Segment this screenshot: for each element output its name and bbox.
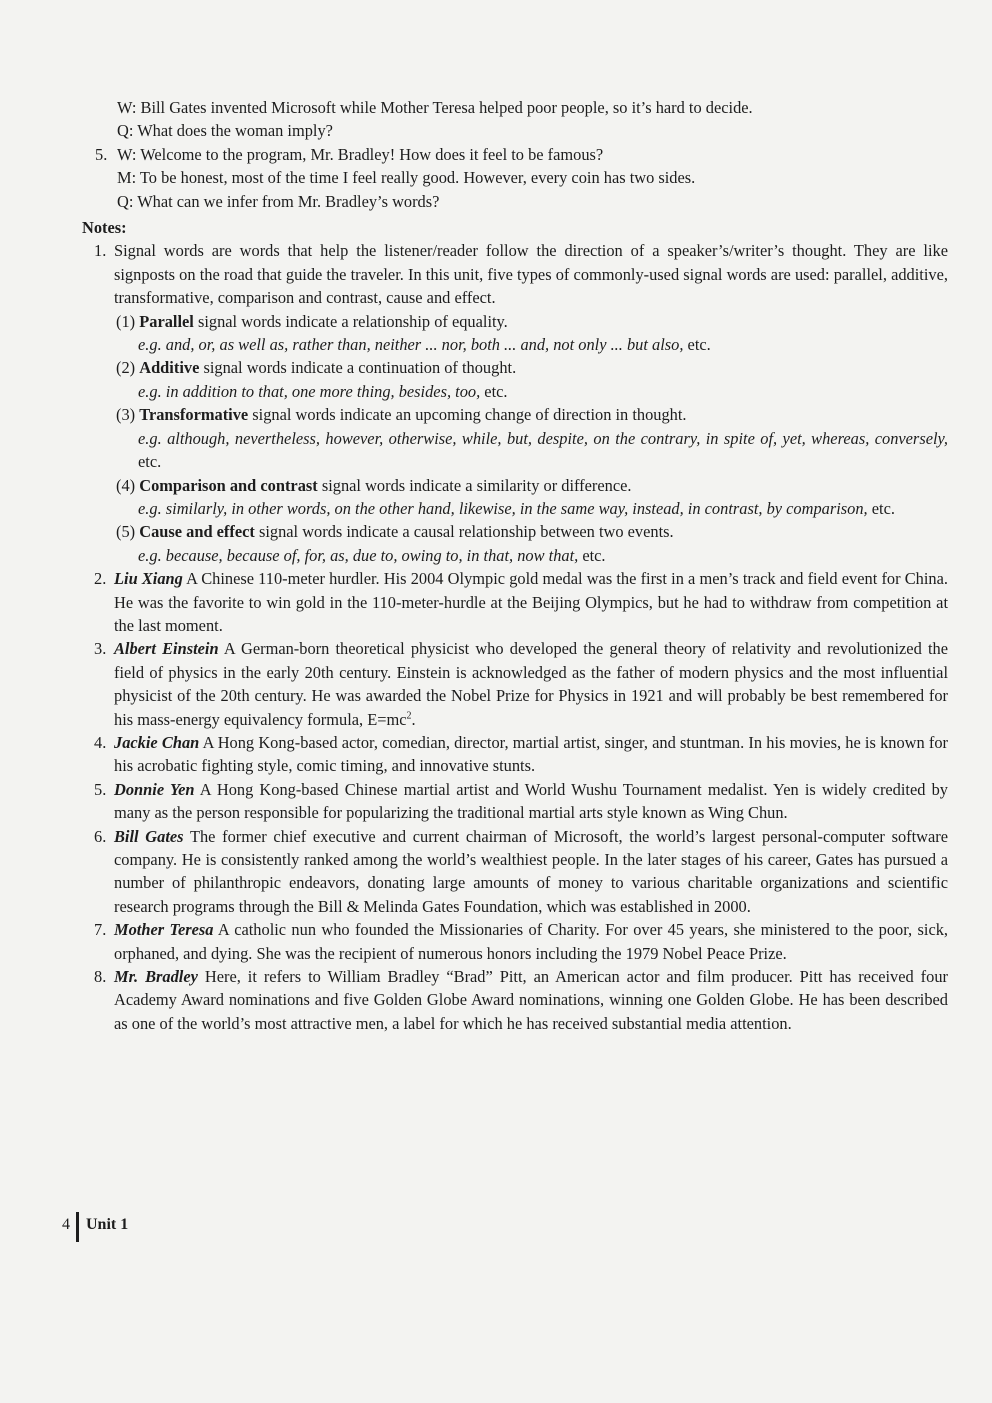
signal-type <box>82 310 948 333</box>
signal-number: (4) <box>116 475 136 495</box>
note-item <box>82 825 948 919</box>
signal-desc: signal words indicate a causal relationship between two events. <box>254 522 674 542</box>
page-number: 4 <box>62 1216 70 1233</box>
signal-type <box>82 520 948 543</box>
signal-number: (5) <box>116 522 136 542</box>
example-list: e.g. although, nevertheless, however, otherwise, while, but, despite, on the contrary, in spite of, yet, whereas, conversely, <box>138 428 948 448</box>
note-number: 3. <box>94 639 107 659</box>
note-term: Mr. Bradley <box>114 967 198 987</box>
example-list: e.g. in addition to that, one more thing, besides, too, <box>138 381 481 401</box>
signal-term: Transformative <box>139 405 249 425</box>
note-item <box>82 731 948 778</box>
example-list: e.g. because, because of, for, as, due to, owing to, in that, now that, <box>138 545 579 565</box>
example-etc: etc. <box>867 498 895 518</box>
dialogue-text: W: Welcome to the program, Mr. Bradley! How does it feel to be famous? <box>117 144 604 164</box>
superscript: 2 <box>406 710 412 722</box>
signal-desc: signal words indicate a relationship of equality. <box>193 311 508 331</box>
signal-number: (1) <box>116 311 136 331</box>
note-tail: . <box>411 709 416 729</box>
note-text: Here, it refers to William Bradley “Brad” Pitt, an American actor and film producer. Pitt has received four Academy Award nominations and five Golden Globe Award nominations, winning one Golden Globe. He has been described as one of the world’s most attractive men, a label for which he has received substantial media attention. <box>114 967 948 1033</box>
signal-examples <box>82 497 948 520</box>
note-text: Signal words are words that help the listener/reader follow the direction of a speaker’s/writer’s thought. They are like signposts on the road that guide the traveler. In this unit, five types of commonly-used signal words are used: parallel, additive, transformative, comparison and contrast, cause and effect. <box>114 241 948 308</box>
note-number: 7. <box>94 920 107 940</box>
note-text: A Hong Kong-based actor, comedian, director, martial artist, singer, and stuntman. In his movies, he is known for his acrobatic fighting style, comic timing, and innovative stunts. <box>114 732 949 776</box>
note-text: The former chief executive and current chairman of Microsoft, the world’s largest personal-computer software company. He is consistently ranked among the world’s wealthiest people. In the later stages of his career, Gates has pursued a number of philanthropic endeavors, donating large amounts of money to various charitable organizations and scientific research programs through the Bill & Melinda Gates Foundation, which was established in 2000. <box>114 826 949 916</box>
note-number: 2. <box>94 569 107 589</box>
example-list: e.g. similarly, in other words, on the other hand, likewise, in the same way, instead, in contrast, by comparison, <box>138 498 868 518</box>
note-number: 4. <box>94 732 107 752</box>
signal-desc: signal words indicate a similarity or difference. <box>317 475 632 495</box>
signal-term: Comparison and contrast <box>139 475 318 495</box>
example-etc: etc. <box>138 452 162 472</box>
signal-term: Cause and effect <box>139 522 255 542</box>
note-number: 1. <box>94 241 107 261</box>
signal-examples <box>82 544 948 567</box>
signal-type <box>82 356 948 379</box>
dialogue-line: W: Bill Gates invented Microsoft while Mother Teresa helped poor people, so it’s hard to decide. <box>117 98 753 117</box>
signal-term: Parallel <box>139 311 194 331</box>
note-text: A Hong Kong-based Chinese martial artist and World Wushu Tournament medalist. Yen is widely credited by many as the person responsible for popularizing the traditional martial arts style known as Wing Chun. <box>114 779 948 823</box>
signal-type <box>82 474 948 497</box>
note-term: Mother Teresa <box>114 920 214 940</box>
note-item <box>82 918 948 965</box>
note-item <box>82 567 948 637</box>
example-etc: etc. <box>683 335 711 355</box>
dialogue-line <box>82 143 948 166</box>
example-etc: etc. <box>480 381 508 401</box>
signal-examples <box>82 333 948 356</box>
note-number: 6. <box>94 826 107 846</box>
question-number: 5. <box>95 144 108 164</box>
signal-type <box>82 403 948 426</box>
note-text: A German-born theoretical physicist who developed the general theory of relativity and revolutionized the field of physics in the early 20th century. Einstein is acknowledged as the father of modern physics and the most influential physicist of the 20th century. He was awarded the Nobel Prize for Physics in 1921 and will probably be best remembered for his mass-energy equivalency formula, E=mc <box>114 639 948 729</box>
note-item <box>82 637 948 731</box>
example-list: e.g. and, or, as well as, rather than, neither ... nor, both ... and, not only ... but also, <box>138 335 684 355</box>
note-item <box>82 778 948 825</box>
signal-number: (2) <box>116 358 136 378</box>
note-term: Albert Einstein <box>114 639 219 659</box>
note-term: Bill Gates <box>114 826 184 846</box>
unit-label: Unit 1 <box>86 1216 129 1233</box>
example-etc: etc. <box>578 545 606 565</box>
note-term: Donnie Yen <box>114 779 195 799</box>
dialogue-line: M: To be honest, most of the time I feel really good. However, every coin has two sides. <box>117 168 696 188</box>
note-text: A catholic nun who founded the Missionaries of Charity. For over 45 years, she ministered to the poor, sick, orphaned, and dying. She was the recipient of numerous honors including the 1979 Nobel Peace Prize. <box>114 920 949 963</box>
signal-examples <box>82 380 948 403</box>
dialogue-line: Q: What does the woman imply? <box>117 121 333 141</box>
signal-examples <box>82 427 948 474</box>
note-term: Jackie Chan <box>114 732 200 752</box>
notes-heading: Notes: <box>82 218 127 238</box>
note-term: Liu Xiang <box>114 569 183 589</box>
page-body <box>82 96 948 1035</box>
signal-desc: signal words indicate an upcoming change of direction in thought. <box>248 405 687 425</box>
note-number: 5. <box>94 779 107 799</box>
dialogue-line: Q: What can we infer from Mr. Bradley’s words? <box>117 191 440 211</box>
note-text: A Chinese 110-meter hurdler. His 2004 Olympic gold medal was the first in a men’s track and field event for China. He was the favorite to win gold in the 110-meter-hurdle at the Beijing Olympics, but he had to withdraw from competition at the last moment. <box>114 569 948 635</box>
signal-desc: signal words indicate a continuation of thought. <box>199 358 517 378</box>
footer-divider <box>76 1212 79 1242</box>
note-item <box>82 239 948 309</box>
note-number: 8. <box>94 967 107 987</box>
note-item <box>82 965 948 1035</box>
signal-term: Additive <box>139 358 200 378</box>
signal-number: (3) <box>116 405 136 425</box>
dialogue-block <box>82 96 948 213</box>
